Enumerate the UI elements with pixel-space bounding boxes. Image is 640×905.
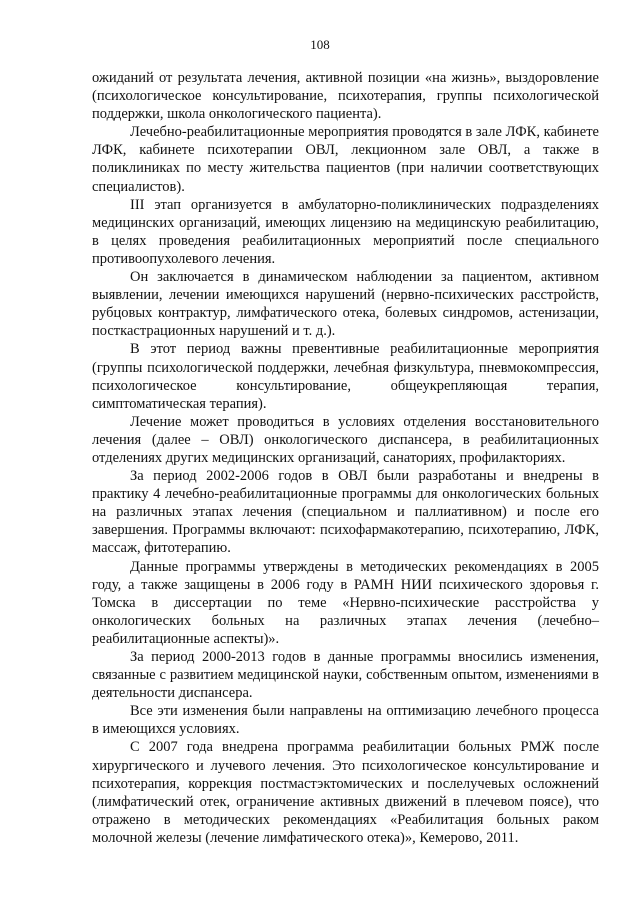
paragraph: С 2007 года внедрена программа реабилитации больных РМЖ после хирургического и лучевого лечения. Это психологическое консультирование и психотерапия, коррекция постмастэктомических и послелучевых осложнений (лимфатический отек, ограничение активных движений в плечевом поясе), что отражено в методических рекомендациях «Реабилитация больных раком молочной железы (лечение лимфатического отека)», Кемерово, 2011. bbox=[92, 739, 599, 846]
paragraph: Лечебно-реабилитационные мероприятия проводятся в зале ЛФК, кабинете ЛФК, кабинете психотерапии ОВЛ, лекционном зале ОВЛ, а также в поликлиниках по месту жительства пациентов (при наличии соответствующих специалистов). bbox=[92, 124, 599, 195]
paragraph: В этот период важны превентивные реабилитационные мероприятия (группы психологической поддержки, лечебная физкультура, пневмокомпрессия, психологическое консультирование, общеукрепляющая терапия, симптоматическая терапия). bbox=[92, 341, 599, 412]
page-number: 108 bbox=[310, 37, 330, 52]
paragraph: Он заключается в динамическом наблюдении за пациентом, активном выявлении, лечении имеющихся нарушений (нервно-психических расстройств, рубцовых контрактур, лимфатического отека, болевых синдромов, астенизации, посткастрационных нарушений и т. д.). bbox=[92, 269, 599, 340]
paragraph: III этап организуется в амбулаторно-поликлинических подразделениях медицинских организаций, имеющих лицензию на медицинскую реабилитацию, в целях проведения реабилитационных мероприятий после специального противоопухолевого лечения. bbox=[92, 196, 599, 267]
paragraph: За период 2000-2013 годов в данные программы вносились изменения, связанные с развитием медицинской науки, собственным опытом, изменениями в деятельности диспансера. bbox=[92, 649, 599, 702]
paragraph: Все эти изменения были направлены на оптимизацию лечебного процесса в имеющихся условиях. bbox=[92, 703, 599, 738]
paragraph: За период 2002-2006 годов в ОВЛ были разработаны и внедрены в практику 4 лечебно-реабилитационные программы для онкологических больных на различных этапах лечения (специальном и паллиативном) и после его завершения. Программы включают: психофармакотерапию, психотерапию, ЛФК, массаж, фитотерапию. bbox=[92, 468, 599, 557]
paragraph: Лечение может проводиться в условиях отделения восстановительного лечения (далее – ОВЛ) онкологического диспансера, в реабилитационных отделениях других медицинских организаций, санаториях, профилакториях. bbox=[92, 413, 599, 466]
paragraph-continuation: ожиданий от результата лечения, активной позиции «на жизнь», выздоровление (психологическое консультирование, психотерапия, группы психологической поддержки, школа онкологического пациента). bbox=[92, 70, 599, 123]
paragraph: Данные программы утверждены в методических рекомендациях в 2005 году, а также защищены в 2006 году в РАМН НИИ психического здоровья г. Томска в диссертации по теме «Нервно-психические расстройства у онкологических больных на различных этапах лечения (лечебно–реабилитационные аспекты)». bbox=[92, 558, 599, 647]
document-body bbox=[92, 69, 599, 847]
